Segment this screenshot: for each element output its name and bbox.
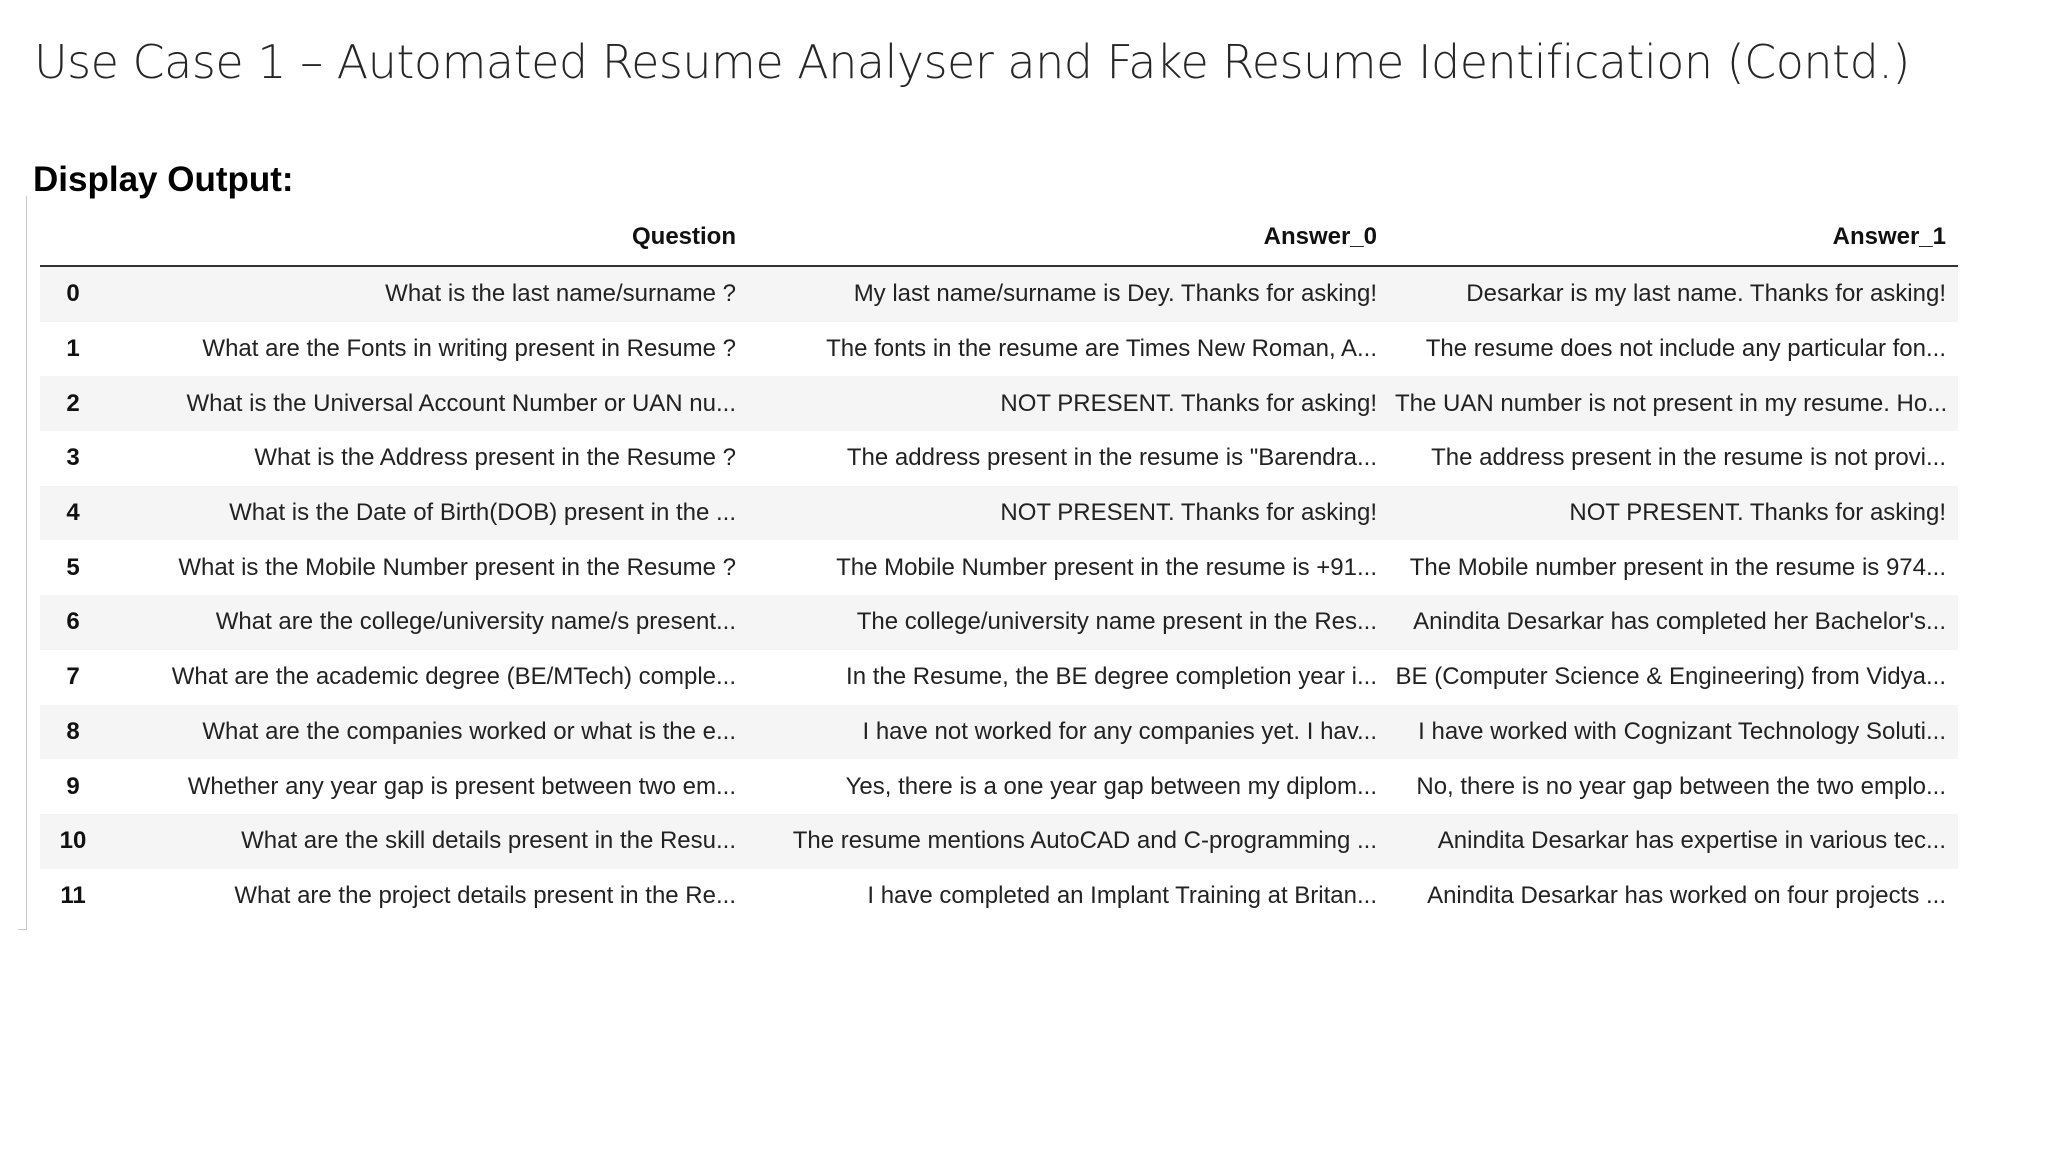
row-index: 11 bbox=[40, 869, 106, 924]
output-bracket-line bbox=[26, 196, 27, 930]
cell-question: What are the Fonts in writing present in Resume ? bbox=[106, 322, 748, 377]
cell-answer-1: BE (Computer Science & Engineering) from Vidya... bbox=[1389, 650, 1958, 705]
cell-question: What are the college/university name/s present... bbox=[106, 595, 748, 650]
cell-answer-1: The Mobile number present in the resume is 974... bbox=[1389, 540, 1958, 595]
row-index: 4 bbox=[40, 486, 106, 541]
cell-answer-1: NOT PRESENT. Thanks for asking! bbox=[1389, 486, 1958, 541]
row-index: 3 bbox=[40, 431, 106, 486]
cell-answer-0: The college/university name present in the Res... bbox=[748, 595, 1389, 650]
row-index: 10 bbox=[40, 814, 106, 869]
row-index: 5 bbox=[40, 540, 106, 595]
cell-answer-1: Anindita Desarkar has expertise in various tec... bbox=[1389, 814, 1958, 869]
cell-answer-1: Anindita Desarkar has worked on four projects ... bbox=[1389, 869, 1958, 924]
cell-question: What are the skill details present in the Resu... bbox=[106, 814, 748, 869]
row-index: 2 bbox=[40, 376, 106, 431]
cell-question: What is the Mobile Number present in the Resume ? bbox=[106, 540, 748, 595]
table-row bbox=[40, 705, 1958, 760]
table-row bbox=[40, 595, 1958, 650]
cell-answer-0: The fonts in the resume are Times New Roman, A... bbox=[748, 322, 1389, 377]
header-question: Question bbox=[106, 209, 748, 266]
row-index: 1 bbox=[40, 322, 106, 377]
cell-question: What is the Date of Birth(DOB) present in the ... bbox=[106, 486, 748, 541]
header-answer-0: Answer_0 bbox=[748, 209, 1389, 266]
cell-answer-0: I have not worked for any companies yet. I hav... bbox=[748, 705, 1389, 760]
cell-answer-1: The resume does not include any particular fon... bbox=[1389, 322, 1958, 377]
cell-question: What is the Universal Account Number or UAN nu... bbox=[106, 376, 748, 431]
cell-answer-1: Desarkar is my last name. Thanks for asking! bbox=[1389, 266, 1958, 322]
cell-question: Whether any year gap is present between two em... bbox=[106, 759, 748, 814]
table-row bbox=[40, 486, 1958, 541]
row-index: 0 bbox=[40, 266, 106, 322]
table-row bbox=[40, 869, 1958, 924]
header-answer-1: Answer_1 bbox=[1389, 209, 1958, 266]
cell-answer-1: No, there is no year gap between the two emplo... bbox=[1389, 759, 1958, 814]
cell-answer-0: The resume mentions AutoCAD and C-programming ... bbox=[748, 814, 1389, 869]
section-label: Display Output: bbox=[33, 160, 294, 199]
slide-title: Use Case 1 – Automated Resume Analyser and Fake Resume Identification (Contd.) bbox=[34, 35, 1910, 89]
table-row bbox=[40, 814, 1958, 869]
cell-answer-1: I have worked with Cognizant Technology Soluti... bbox=[1389, 705, 1958, 760]
cell-answer-0: In the Resume, the BE degree completion year i... bbox=[748, 650, 1389, 705]
cell-answer-0: NOT PRESENT. Thanks for asking! bbox=[748, 486, 1389, 541]
table-row bbox=[40, 759, 1958, 814]
table-row bbox=[40, 431, 1958, 486]
dataframe-table bbox=[40, 209, 1958, 923]
table-row bbox=[40, 376, 1958, 431]
header-index bbox=[40, 209, 106, 266]
cell-answer-0: Yes, there is a one year gap between my diplom... bbox=[748, 759, 1389, 814]
cell-question: What are the academic degree (BE/MTech) comple... bbox=[106, 650, 748, 705]
cell-answer-0: NOT PRESENT. Thanks for asking! bbox=[748, 376, 1389, 431]
row-index: 8 bbox=[40, 705, 106, 760]
table-row bbox=[40, 540, 1958, 595]
cell-answer-1: The address present in the resume is not provi... bbox=[1389, 431, 1958, 486]
row-index: 6 bbox=[40, 595, 106, 650]
cell-answer-0: The Mobile Number present in the resume is +91... bbox=[748, 540, 1389, 595]
row-index: 7 bbox=[40, 650, 106, 705]
cell-answer-0: My last name/surname is Dey. Thanks for asking! bbox=[748, 266, 1389, 322]
cell-question: What are the project details present in the Re... bbox=[106, 869, 748, 924]
table-row bbox=[40, 650, 1958, 705]
cell-question: What is the last name/surname ? bbox=[106, 266, 748, 322]
cell-answer-0: The address present in the resume is "Barendra... bbox=[748, 431, 1389, 486]
table-header-row bbox=[40, 209, 1958, 266]
cell-answer-1: Anindita Desarkar has completed her Bachelor's... bbox=[1389, 595, 1958, 650]
cell-question: What is the Address present in the Resume ? bbox=[106, 431, 748, 486]
cell-answer-0: I have completed an Implant Training at Britan... bbox=[748, 869, 1389, 924]
cell-question: What are the companies worked or what is the e... bbox=[106, 705, 748, 760]
table-row bbox=[40, 322, 1958, 377]
table-row bbox=[40, 266, 1958, 322]
cell-answer-1: The UAN number is not present in my resume. Ho... bbox=[1389, 376, 1958, 431]
output-bracket-foot bbox=[18, 929, 27, 930]
row-index: 9 bbox=[40, 759, 106, 814]
